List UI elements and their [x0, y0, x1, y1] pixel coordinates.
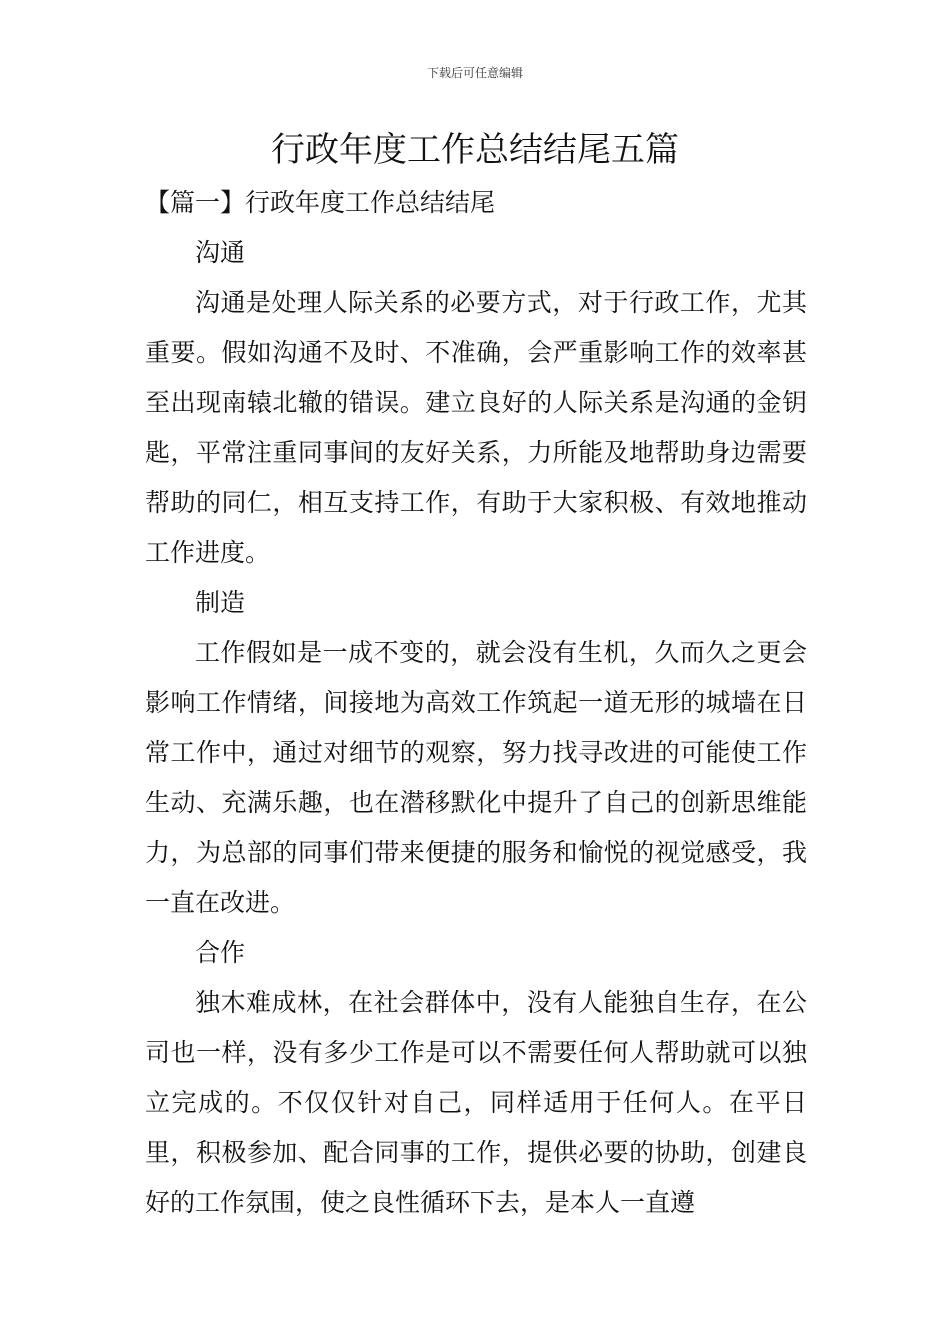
subheading-cooperation: 合作: [195, 938, 246, 967]
paragraph-cooperation: 独木难成林，在社会群体中，没有人能独自生存，在公司也一样，没有多少工作是可以不需要任何人帮助就可以独立完成的。不仅仅针对自己，同样适用于任何人。在平日里，积极参加、配合同事的工作，提供必要的协助，创建良好的工作氛围，使之良性循环下去，是本人一直遵: [145, 988, 807, 1217]
subheading-creation: 制造: [195, 588, 246, 617]
subheading-communication: 沟通: [195, 238, 246, 267]
paragraph-communication: 沟通是处理人际关系的必要方式，对于行政工作，尤其重要。假如沟通不及时、不准确，会严重影响工作的效率甚至出现南辕北辙的错误。建立良好的人际关系是沟通的金钥匙，平常注重同事间的友好关系，力所能及地帮助身边需要帮助的同仁，相互支持工作，有助于大家积极、有效地推动工作进度。: [145, 288, 807, 567]
header-note: 下载后可任意编辑: [426, 66, 523, 80]
document-body: [145, 178, 807, 1228]
section-heading: 【篇一】行政年度工作总结结尾: [145, 188, 496, 217]
paragraph-creation: 工作假如是一成不变的，就会没有生机，久而久之更会影响工作情绪，间接地为高效工作筑起一道无形的城墙在日常工作中，通过对细节的观察，努力找寻改进的可能使工作生动、充满乐趣，也在潜移默化中提升了自己的创新思维能力，为总部的同事们带来便捷的服务和愉悦的视觉感受，我一直在改进。: [145, 638, 807, 917]
document-title: 行政年度工作总结结尾五篇: [271, 130, 679, 170]
